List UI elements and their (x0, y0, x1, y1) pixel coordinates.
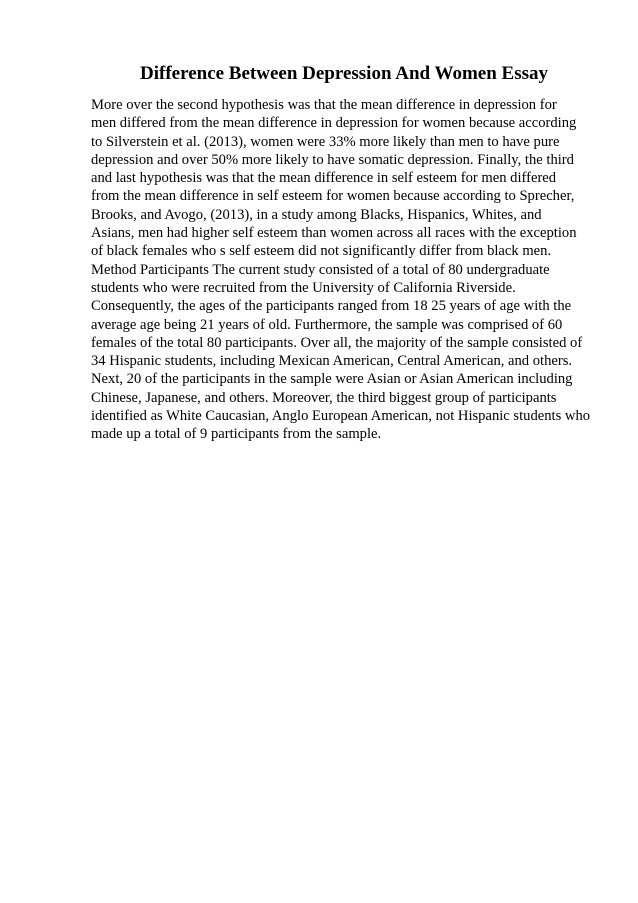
body-line: and last hypothesis was that the mean difference in self esteem for men differed (91, 170, 557, 187)
body-line: More over the second hypothesis was that the mean difference in depression for (91, 97, 557, 113)
body-line: average age being 21 years of old. Furthermore, the sample was comprised of 60 (91, 316, 563, 333)
body-line: men differed from the mean difference in depression for women because according (91, 115, 577, 132)
body-line: Asians, men had higher self esteem than women across all races with the exception (91, 225, 577, 242)
document-title: Difference Between Depression And Women Essay (140, 63, 548, 84)
body-line: Method Participants The current study consisted of a total of 80 undergraduate (91, 261, 550, 278)
body-line: Next, 20 of the participants in the sample were Asian or Asian American including (91, 371, 573, 388)
body-line: Chinese, Japanese, and others. Moreover, the third biggest group of participants (91, 389, 557, 406)
body-line: Brooks, and Avogo, (2013), in a study among Blacks, Hispanics, Whites, and (91, 206, 542, 223)
body-line: to Silverstein et al. (2013), women were 33% more likely than men to have pure (91, 133, 560, 150)
body-line: of black females who s self esteem did not significantly differ from black men. (91, 243, 552, 260)
body-line: females of the total 80 participants. Over all, the majority of the sample consisted of (91, 334, 583, 351)
body-line: Consequently, the ages of the participants ranged from 18 25 years of age with the (91, 298, 572, 315)
body-line: from the mean difference in self esteem for women because according to Sprecher, (91, 188, 575, 205)
body-line: 34 Hispanic students, including Mexican American, Central American, and others. (91, 353, 573, 370)
body-line: students who were recruited from the University of California Riverside. (91, 279, 516, 296)
body-line: depression and over 50% more likely to have somatic depression. Finally, the third (91, 151, 574, 168)
body-line: identified as White Caucasian, Anglo European American, not Hispanic students who (91, 408, 591, 425)
body-line: made up a total of 9 participants from the sample. (91, 426, 382, 443)
document-body (91, 96, 631, 444)
